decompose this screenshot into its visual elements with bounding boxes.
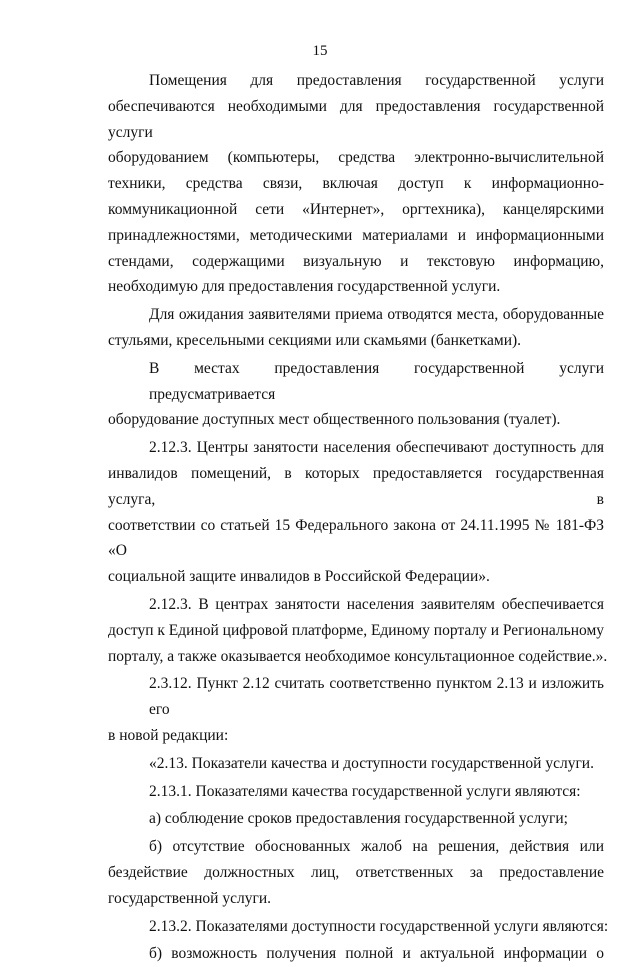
text-line: доступ к Единой цифровой платформе, Единому порталу и Региональному: [108, 621, 605, 639]
text-line: 2.3.12. Пункт 2.12 считать соответственно пунктом 2.13 и изложить его: [149, 675, 604, 719]
text-line: обеспечиваются необходимыми для предоставления государственной услуги: [108, 97, 604, 141]
paragraph-waiting-places: [108, 302, 604, 354]
text-line: «2.13. Показатели качества и доступности государственной услуги.: [149, 754, 594, 772]
paragraph-accessibility-2-12-3: [108, 435, 604, 590]
document-body: [108, 68, 609, 967]
paragraph-amendment-2-3-12: [108, 671, 604, 748]
text-line: государственной услуги.: [108, 889, 271, 907]
paragraph-item-b-complaints: [108, 834, 604, 911]
text-line: соответствии со статьей 15 Федерального закона от 24.11.1995 № 181-ФЗ «О: [108, 516, 604, 560]
text-line: б) возможность получения полной и актуальной информации о: [149, 945, 604, 963]
paragraph-item-b-information: [108, 941, 604, 967]
text-line: 2.12.3. Центры занятости населения обеспечивают доступность для: [149, 439, 604, 457]
text-line: необходимую для предоставления государственной услуги.: [108, 278, 501, 296]
text-line: стендами, содержащими визуальную и текстовую информацию,: [108, 252, 604, 270]
text-line: коммуникационной сети «Интернет», оргтехника), канцелярскими: [108, 200, 604, 218]
text-line: социальной защите инвалидов в Российской Федерации».: [108, 568, 490, 586]
text-line: Для ожидания заявителями приема отводятся места, оборудованные: [149, 306, 604, 324]
paragraph-premises-equipment: [108, 68, 604, 300]
paragraph-public-facilities: [108, 356, 604, 433]
text-line: оборудованием (компьютеры, средства электронно-вычислительной: [108, 149, 604, 167]
paragraph-accessibility-indicators: [108, 914, 609, 940]
paragraph-digital-platform-access: [108, 592, 608, 669]
text-line: оборудование доступных мест общественного пользования (туалет).: [108, 411, 561, 429]
text-line: 2.12.3. В центрах занятости населения заявителям обеспечивается: [149, 595, 604, 613]
text-line: Помещения для предоставления государственной услуги: [149, 72, 604, 89]
text-line: в новой редакции:: [108, 726, 229, 744]
text-line: техники, средства связи, включая доступ к информационно-: [108, 175, 604, 193]
text-line: В местах предоставления государственной услуги предусматривается: [149, 359, 604, 403]
text-line: принадлежностями, методическими материалами и информационными: [108, 226, 604, 244]
text-line: б) отсутствие обоснованных жалоб на решения, действия или: [149, 838, 604, 856]
text-line: 2.13.1. Показателями качества государственной услуги являются:: [149, 782, 581, 800]
text-line: бездействие должностных лиц, ответственных за предоставление: [108, 863, 604, 881]
page-number: 15: [312, 43, 328, 59]
text-line: инвалидов помещений, в которых предоставляется государственная услуга, в: [108, 464, 604, 508]
text-line: порталу, а также оказывается необходимое консультационное содействие.».: [108, 647, 608, 665]
text-line: 2.13.2. Показателями доступности государственной услуги являются:: [149, 917, 609, 935]
paragraph-item-a-deadlines: [108, 806, 604, 832]
paragraph-section-2-13-heading: [108, 751, 604, 777]
text-line: а) соблюдение сроков предоставления государственной услуги;: [149, 810, 568, 828]
paragraph-quality-indicators: [108, 779, 604, 805]
text-line: стульями, кресельными секциями или скамьями (банкетками).: [108, 331, 522, 349]
